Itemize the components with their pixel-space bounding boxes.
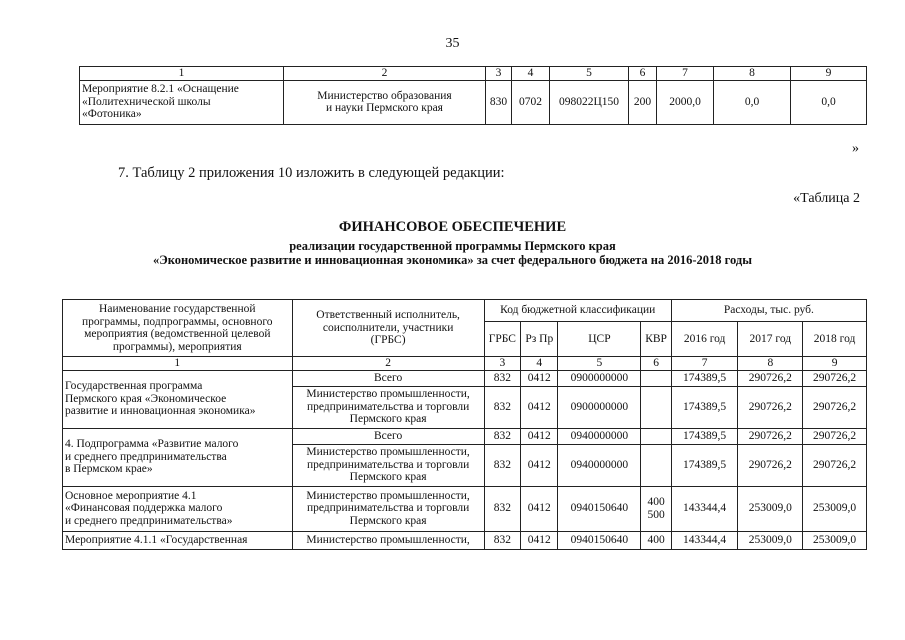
y2017-cell: 0,0 — [714, 80, 791, 124]
table-row — [63, 428, 867, 444]
col-num: 8 — [714, 67, 791, 81]
col-num: 9 — [791, 67, 867, 81]
csr-cell: 098022Ц150 — [550, 80, 629, 124]
kvr-cell: 400 — [641, 531, 671, 549]
page-number: 35 — [445, 36, 460, 51]
total-label-cell: Всего — [292, 370, 484, 386]
col-num: 1 — [80, 67, 284, 81]
document-subtitle-line2: «Экономическое развитие и инновационная экономика» за счет федерального бюджета на 2016-2018 годы — [152, 253, 753, 267]
csr-cell: 0940000000 — [558, 444, 641, 486]
instruction-text: 7. Таблицу 2 приложения 10 изложить в следующей редакции: — [118, 165, 505, 181]
text-line: «Финансовая поддержка малого — [65, 502, 223, 515]
y2018-cell: 290726,2 — [803, 370, 867, 386]
col-num: 3 — [484, 357, 520, 371]
text-line: мероприятия (ведомственной целевой — [84, 328, 271, 340]
text-line: предпринимательства и торговли — [306, 400, 470, 413]
text-line: программы, подпрограммы, основного — [82, 315, 273, 328]
text-line: 500 — [647, 508, 665, 521]
header-csr: ЦСР — [558, 322, 641, 357]
text-line: 4. Подпрограмма «Развитие малого — [65, 438, 239, 451]
rzpr-cell: 0412 — [521, 428, 558, 444]
program-name-cell — [63, 370, 293, 428]
y2016-cell: 174389,5 — [671, 444, 738, 486]
header-2016: 2016 год — [671, 322, 738, 357]
y2016-cell: 143344,4 — [671, 486, 738, 531]
grbs-cell: 832 — [484, 428, 520, 444]
text-line: Министерство промышленности, — [306, 388, 470, 401]
text-line: Наименование государственной — [99, 303, 256, 315]
header-expenses: Расходы, тыс. руб. — [671, 300, 866, 322]
header-budget-code: Код бюджетной классификации — [484, 300, 671, 322]
text-line: программы), мероприятия — [112, 340, 242, 353]
text-line: Основное мероприятие 4.1 — [65, 489, 197, 502]
header-kvr: КВР — [641, 322, 671, 357]
header-executor-cell — [292, 300, 484, 357]
continuation-table — [79, 66, 867, 125]
header-row — [63, 300, 867, 322]
executor-cell — [284, 80, 486, 124]
csr-cell: 0940150640 — [558, 486, 641, 531]
col-num: 5 — [550, 67, 629, 81]
document-subtitle-line1: реализации государственной программы Пермского края — [289, 239, 616, 253]
y2017-cell: 290726,2 — [738, 370, 803, 386]
table-row — [80, 80, 867, 124]
grbs-cell: 832 — [484, 444, 520, 486]
grbs-cell: 832 — [484, 486, 520, 531]
col-num: 7 — [657, 67, 714, 81]
kvr-cell: 200 — [629, 80, 657, 124]
executor-cell: Министерство промышленности, — [292, 531, 484, 549]
y2016-cell: 143344,4 — [671, 531, 738, 549]
executor-cell — [292, 486, 484, 531]
text-line: Пермского края — [349, 413, 427, 426]
text-line: Министерство промышленности, — [306, 446, 470, 459]
text-line: (ГРБС) — [370, 334, 406, 347]
col-num: 2 — [284, 67, 486, 81]
col-num: 6 — [629, 67, 657, 81]
col-num: 4 — [512, 67, 550, 81]
column-number-row — [63, 357, 867, 371]
csr-cell: 0940150640 — [558, 531, 641, 549]
financing-table — [62, 299, 867, 550]
y2017-cell: 290726,2 — [738, 386, 803, 428]
text-line: «Фотоника» — [82, 108, 142, 121]
col-num: 8 — [738, 357, 803, 371]
header-2017: 2017 год — [738, 322, 803, 357]
y2017-cell: 253009,0 — [738, 486, 803, 531]
y2016-cell: 2000,0 — [657, 80, 714, 124]
col-num: 9 — [803, 357, 867, 371]
closing-quote: » — [852, 141, 859, 156]
rzpr-cell: 0412 — [521, 444, 558, 486]
col-num: 3 — [486, 67, 512, 81]
csr-cell: 0900000000 — [558, 370, 641, 386]
text-line: «Политехнической школы — [82, 95, 211, 108]
y2016-cell: 174389,5 — [671, 386, 738, 428]
table-label: «Таблица 2 — [793, 191, 860, 206]
main-event-name-cell — [63, 486, 293, 531]
kvr-cell — [641, 370, 671, 386]
rzpr-cell: 0412 — [521, 531, 558, 549]
text-line: Министерство промышленности, — [306, 489, 470, 502]
col-num: 5 — [558, 357, 641, 371]
executor-cell — [292, 386, 484, 428]
executor-cell — [292, 444, 484, 486]
table-row — [63, 486, 867, 531]
y2017-cell: 290726,2 — [738, 444, 803, 486]
total-label-cell: Всего — [292, 428, 484, 444]
header-grbs: ГРБС — [484, 322, 520, 357]
kvr-cell — [641, 428, 671, 444]
text-line: Ответственный исполнитель, — [316, 309, 460, 322]
y2018-cell: 253009,0 — [803, 531, 867, 549]
y2016-cell: 174389,5 — [671, 428, 738, 444]
rzpr-cell: 0702 — [512, 80, 550, 124]
text-line: Министерство образования — [317, 89, 452, 102]
y2018-cell: 253009,0 — [803, 486, 867, 531]
text-line: и науки Пермского края — [326, 102, 443, 114]
text-line: соисполнители, участники — [322, 321, 454, 334]
kvr-cell — [641, 386, 671, 428]
grbs-cell: 830 — [486, 80, 512, 124]
y2017-cell: 253009,0 — [738, 531, 803, 549]
y2016-cell: 174389,5 — [671, 370, 738, 386]
text-line: предпринимательства и торговли — [306, 502, 470, 515]
y2018-cell: 0,0 — [791, 80, 867, 124]
document-title: ФИНАНСОВОЕ ОБЕСПЕЧЕНИЕ — [338, 219, 567, 235]
kvr-cell — [641, 486, 671, 531]
text-line: предпринимательства и торговли — [306, 458, 470, 471]
column-number-row — [80, 67, 867, 81]
text-line: Мероприятие 8.2.1 «Оснащение — [82, 83, 239, 96]
text-line: в Пермском крае» — [65, 463, 153, 476]
rzpr-cell: 0412 — [521, 486, 558, 531]
csr-cell: 0940000000 — [558, 428, 641, 444]
text-line: Пермского края «Экономическое — [65, 392, 227, 405]
subprogram-name-cell — [63, 428, 293, 486]
y2017-cell: 290726,2 — [738, 428, 803, 444]
event-name-cell: Мероприятие 4.1.1 «Государственная — [63, 531, 293, 549]
text-line: 400 — [647, 496, 665, 508]
rzpr-cell: 0412 — [521, 370, 558, 386]
header-name-cell — [63, 300, 293, 357]
col-num: 1 — [63, 357, 293, 371]
header-2018: 2018 год — [803, 322, 867, 357]
col-num: 7 — [671, 357, 738, 371]
text-line: и среднего предпринимательства» — [65, 514, 233, 527]
col-num: 4 — [521, 357, 558, 371]
text-line: Пермского края — [349, 471, 427, 484]
text-line: и среднего предпринимательства — [65, 450, 227, 463]
text-line: Государственная программа — [65, 380, 203, 393]
rzpr-cell: 0412 — [521, 386, 558, 428]
table-row — [63, 531, 867, 549]
y2018-cell: 290726,2 — [803, 428, 867, 444]
grbs-cell: 832 — [484, 531, 520, 549]
csr-cell: 0900000000 — [558, 386, 641, 428]
col-num: 6 — [641, 357, 671, 371]
header-rzpr: Рз Пр — [521, 322, 558, 357]
text-line: Пермского края — [349, 514, 427, 527]
grbs-cell: 832 — [484, 386, 520, 428]
event-name-cell — [80, 80, 284, 124]
table-row — [63, 370, 867, 386]
y2018-cell: 290726,2 — [803, 386, 867, 428]
y2018-cell: 290726,2 — [803, 444, 867, 486]
col-num: 2 — [292, 357, 484, 371]
grbs-cell: 832 — [484, 370, 520, 386]
text-line: развитие и инновационная экономика» — [65, 405, 256, 418]
kvr-cell — [641, 444, 671, 486]
